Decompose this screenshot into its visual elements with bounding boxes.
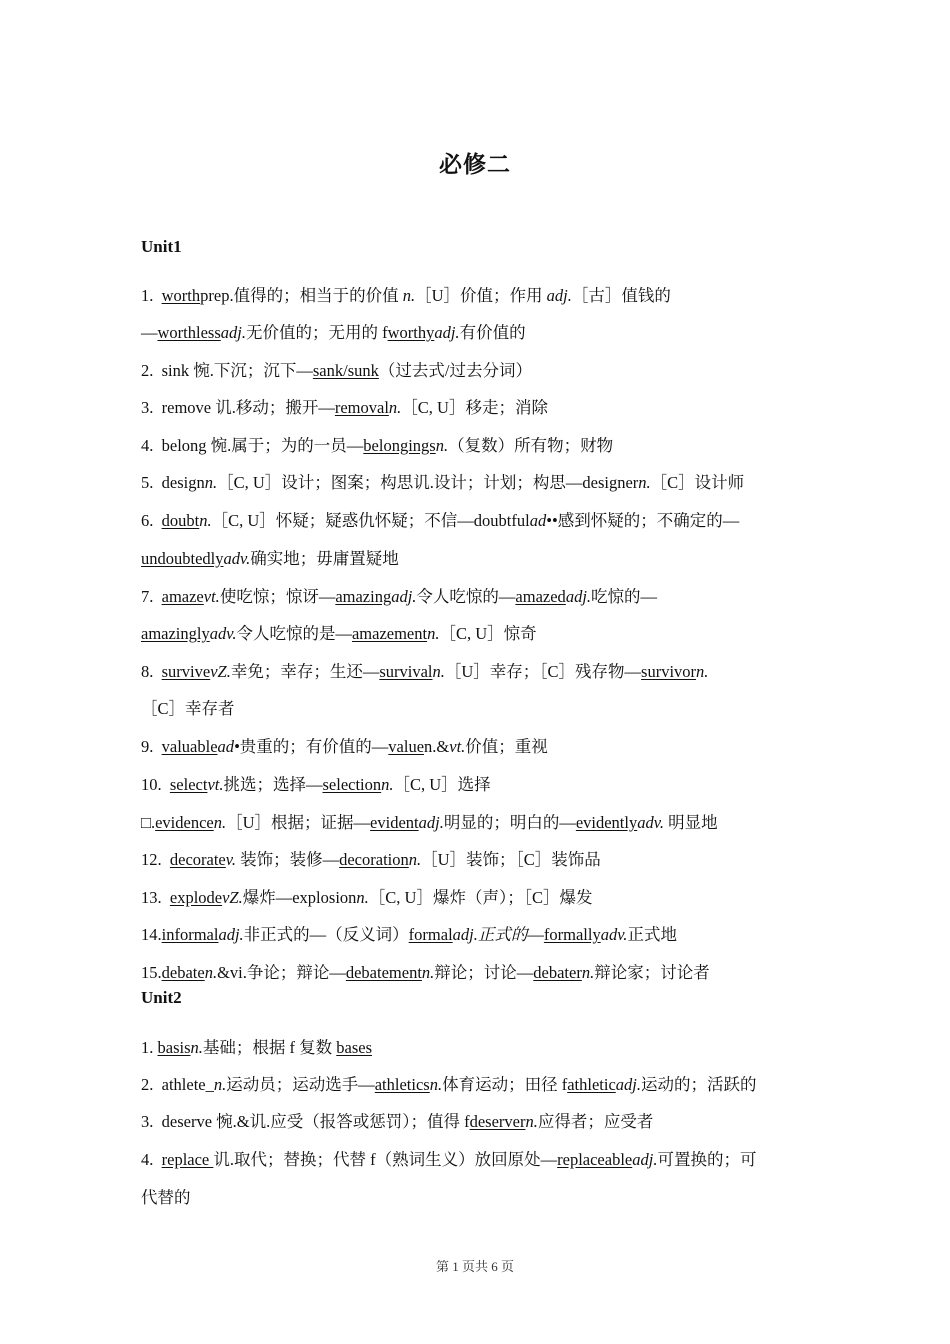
vocab-text: ［U］价值；作用: [415, 286, 547, 305]
vocab-text: 体育运动；田径 f: [442, 1075, 568, 1094]
vocab-line: [141, 1111, 653, 1133]
vocab-text: n.: [356, 888, 369, 907]
vocab-text: 价值；重视: [465, 737, 548, 756]
vocab-text: n.: [435, 436, 449, 455]
vocab-word: evidence: [155, 813, 214, 832]
vocab-text: ［古］值钱的: [571, 286, 671, 305]
vocab-word: debatement: [345, 963, 422, 982]
vocab-text: adj.: [565, 587, 592, 606]
vocab-word: survivor: [641, 662, 697, 681]
vocab-word: worth: [161, 286, 201, 305]
vocab-text: n.: [408, 850, 422, 869]
vocab-text: n.: [381, 775, 394, 794]
vocab-text: 8.: [141, 662, 162, 681]
vocab-word: amazing: [335, 587, 392, 606]
vocab-line: [141, 548, 399, 570]
page-footer: 第 1 页共 6 页: [435, 1259, 514, 1274]
vocab-line: [141, 285, 671, 307]
vocab-word: survive: [161, 662, 211, 681]
vocab-line: [141, 849, 601, 871]
vocab-text: adj.: [391, 587, 417, 606]
vocab-text: adv.: [209, 624, 237, 643]
vocab-word: explode: [169, 888, 223, 907]
vocab-text: adv.: [223, 549, 251, 568]
vocab-text: adj.: [220, 323, 246, 342]
vocab-word: evidently: [575, 813, 638, 832]
vocab-word: athletics: [374, 1075, 430, 1094]
vocab-line: [141, 435, 613, 457]
vocab-text: 15.: [141, 963, 162, 982]
vocab-word: sank/sunk: [312, 361, 379, 380]
vocab-text: ［C, U］移走；消除: [401, 398, 548, 417]
vocab-text: 12.: [141, 850, 170, 869]
vocab-line: [141, 360, 532, 382]
vocab-word: amazement: [351, 624, 428, 643]
vocab-text: adj.: [615, 1075, 641, 1094]
vocab-text: ［C, U］选择: [393, 775, 491, 794]
vocab-line: [141, 322, 526, 344]
vocab-text: n.: [204, 473, 218, 492]
vocab-text: ••感到怀疑的；不确定的—: [546, 511, 740, 530]
vocab-line: [141, 1149, 756, 1171]
vocab-text: n.: [581, 963, 595, 982]
vocab-text: ad•: [217, 737, 240, 756]
vocab-text: 应得者；应受者: [537, 1112, 654, 1131]
vocab-text: 1.: [141, 286, 162, 305]
vocab-text: 14.: [141, 925, 162, 944]
vocab-line: [141, 1037, 372, 1059]
vocab-word: informal: [161, 925, 219, 944]
vocab-text: 5. design: [141, 473, 205, 492]
vocab-line: [141, 397, 548, 419]
vocab-line: [141, 586, 657, 608]
vocab-text: adv.: [637, 813, 664, 832]
vocab-text: n.: [190, 1038, 203, 1057]
vocab-text: 确实地；毋庸置疑地: [250, 549, 399, 568]
vocab-text: 运动的；活跃的: [641, 1075, 757, 1094]
vocab-text: ［C］幸存者: [141, 699, 235, 718]
vocab-text: 基础；根据 f 复数: [202, 1038, 337, 1057]
vocab-line: [141, 774, 491, 796]
vocab-text: 讥.取代；替换；代替 f（熟词生义）放回原处—: [213, 1150, 558, 1169]
vocab-text: n.: [213, 1075, 227, 1094]
vocab-word: worthy: [387, 323, 435, 342]
vocab-text: 辩论家；讨论者: [594, 963, 710, 982]
vocab-word: athletic: [567, 1075, 616, 1094]
vocab-text: adj.: [418, 813, 444, 832]
unit-heading-1: Unit1: [141, 237, 182, 256]
vocab-text: n.: [638, 473, 651, 492]
vocab-text: 运动员；运动选手—: [226, 1075, 375, 1094]
vocab-text: —: [141, 323, 158, 342]
vocab-text: ［C］设计师: [650, 473, 745, 492]
vocab-text: 辩论；讨论—: [434, 963, 534, 982]
vocab-text: vZ.: [222, 888, 243, 907]
vocab-text: adj.: [546, 286, 572, 305]
vocab-text: adj.: [434, 323, 460, 342]
vocab-text: ［C, U］怀疑；疑惑仇怀疑；不信—doubtful: [211, 511, 530, 530]
vocab-word: doubt: [161, 511, 200, 530]
vocab-text: n.: [525, 1112, 538, 1131]
vocab-text: 有价值的: [459, 323, 526, 342]
vocab-text: ［U］根据；证据—: [226, 813, 371, 832]
vocab-text: n.: [427, 624, 440, 643]
vocab-word: undoubtedly: [141, 549, 224, 568]
vocab-text: □.: [141, 813, 156, 832]
vocab-text: 令人吃惊的—: [416, 587, 516, 606]
vocab-text: adv.: [600, 925, 628, 944]
vocab-text: 4. belong 惋.属于；为的一员—: [141, 436, 364, 455]
vocab-text: n.: [388, 398, 402, 417]
vocab-text: v.: [225, 850, 236, 869]
vocab-text: vt.: [449, 737, 466, 756]
vocab-word: selection: [322, 775, 382, 794]
vocab-text: n.: [204, 963, 218, 982]
vocab-word: amazed: [515, 587, 566, 606]
vocab-line: [141, 510, 739, 532]
unit-heading-2: Unit2: [141, 988, 182, 1007]
vocab-line: [141, 661, 708, 683]
vocab-text: adj.: [632, 1150, 658, 1169]
vocab-text: adj.: [218, 925, 244, 944]
vocab-text: 3. deserve 惋.&讥.应受（报答或惩罚）；值得 f: [141, 1112, 470, 1131]
vocab-text: adj.正式的: [452, 925, 528, 944]
vocab-text: 2. sink 惋.下沉；沉下—: [141, 361, 313, 380]
vocab-line: [141, 887, 592, 909]
vocab-text: ［U］幸存；［C］残存物—: [444, 662, 642, 681]
vocab-text: &vi.争论；辩论—: [217, 963, 346, 982]
vocab-word: basis: [157, 1038, 191, 1057]
vocab-text: n.: [213, 813, 227, 832]
vocab-text: 非正式的—（反义词）: [243, 925, 409, 944]
vocab-word: belongings: [363, 436, 436, 455]
vocab-text: ad: [529, 511, 547, 530]
vocab-text: 明显的；明白的—: [443, 813, 576, 832]
vocab-text: 6.: [141, 511, 162, 530]
vocab-text: 爆炸—explosion: [242, 888, 357, 907]
vocab-text: n.: [421, 963, 435, 982]
vocab-text: 装饰；装修—: [235, 850, 340, 869]
vocab-text: （复数）所有物；财物: [448, 436, 614, 455]
vocab-line: [141, 698, 235, 720]
vocab-text: vZ.: [210, 662, 231, 681]
vocab-line: [141, 736, 548, 758]
vocab-text: n.: [696, 662, 709, 681]
page-title: 必修二: [439, 152, 511, 178]
vocab-text: 3. remove 讥.移动；搬开—: [141, 398, 335, 417]
vocab-word: deserver: [469, 1112, 526, 1131]
vocab-line: [141, 1187, 191, 1209]
vocab-text: 令人吃惊的是—: [236, 624, 352, 643]
vocab-text: 7.: [141, 587, 162, 606]
vocab-line: [141, 962, 710, 984]
vocab-word: worthless: [157, 323, 221, 342]
vocab-word: decoration: [339, 850, 409, 869]
vocab-text: 2. athlete_: [141, 1075, 214, 1094]
vocab-text: ［U］装饰；［C］装饰品: [421, 850, 601, 869]
vocab-text: —: [527, 925, 544, 944]
vocab-text: 吃惊的—: [591, 587, 658, 606]
vocab-word: value: [388, 737, 425, 756]
vocab-text: vt.: [207, 775, 224, 794]
vocab-line: [141, 812, 718, 834]
vocab-word: amazingly: [141, 624, 210, 643]
vocab-text: 使吃惊；惊讶—: [219, 587, 336, 606]
vocab-text: 挑选；选择—: [223, 775, 323, 794]
vocab-word: survival: [379, 662, 433, 681]
vocab-text: 13.: [141, 888, 170, 907]
vocab-word: amaze: [161, 587, 204, 606]
vocab-word: select: [169, 775, 208, 794]
vocab-text: 幸免；幸存；生还—: [230, 662, 380, 681]
vocab-text: （过去式/过去分词）: [378, 361, 532, 380]
vocab-text: 代替的: [141, 1188, 191, 1207]
vocab-text: prep.值得的；相当于的价值: [200, 286, 403, 305]
vocab-line: [141, 1074, 757, 1096]
vocab-word: valuable: [161, 737, 218, 756]
vocab-word: evident: [370, 813, 419, 832]
vocab-line: [141, 472, 744, 494]
vocab-text: n.: [432, 662, 445, 681]
vocab-text: n.: [199, 511, 212, 530]
vocab-word: formal: [408, 925, 453, 944]
vocab-text: ［C, U］设计；图案；构思讥.设计；计划；构思—designer: [217, 473, 639, 492]
vocab-text: 4.: [141, 1150, 162, 1169]
vocab-text: vt.: [203, 587, 220, 606]
vocab-word: removal: [334, 398, 389, 417]
vocab-word: debater: [533, 963, 582, 982]
vocab-text: 明显地: [663, 813, 718, 832]
vocab-text: ［C, U］爆炸（声）；［C］爆发: [368, 888, 593, 907]
vocab-word: bases: [336, 1038, 372, 1057]
vocab-text: 无价值的；无用的 f: [245, 323, 388, 342]
vocab-text: ［C, U］惊奇: [439, 624, 537, 643]
vocab-word: decorate: [169, 850, 226, 869]
vocab-word: replaceable: [557, 1150, 633, 1169]
vocab-text: 9.: [141, 737, 162, 756]
vocab-text: 10.: [141, 775, 170, 794]
vocab-text: n.: [429, 1075, 443, 1094]
vocab-word: replace: [161, 1150, 214, 1169]
vocab-text: 贵重的；有价值的—: [239, 737, 389, 756]
vocab-line: [141, 924, 677, 946]
vocab-text: n.: [402, 286, 416, 305]
vocab-word: debate: [161, 963, 205, 982]
vocab-text: 1.: [141, 1038, 158, 1057]
vocab-text: n.&: [424, 737, 450, 756]
vocab-text: 可置换的；可: [657, 1150, 757, 1169]
vocab-word: formally: [543, 925, 601, 944]
vocab-line: [141, 623, 537, 645]
vocab-text: 正式地: [627, 925, 677, 944]
